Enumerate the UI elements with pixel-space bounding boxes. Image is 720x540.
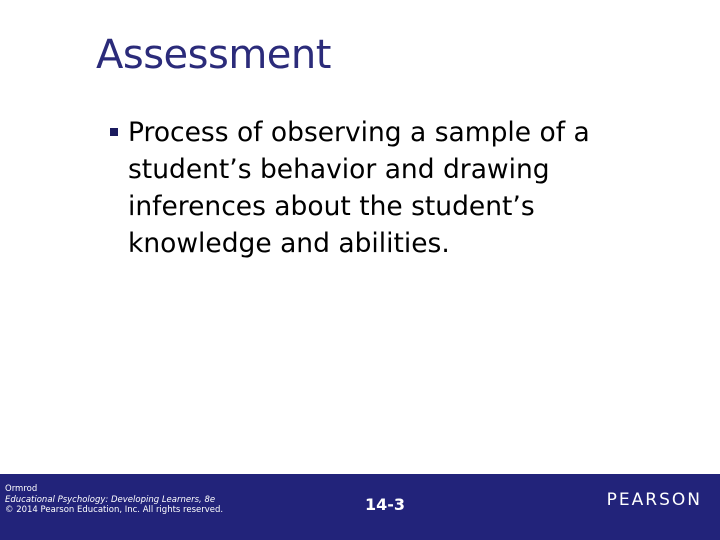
footer-credit — [5, 484, 223, 516]
pearson-logo: PEARSON — [606, 490, 702, 510]
bullet-list — [110, 114, 650, 262]
credit-author: Ormrod — [5, 484, 38, 494]
credit-copyright: © 2014 Pearson Education, Inc. All rights reserved. — [5, 505, 224, 515]
slide-title: Assessment — [96, 32, 331, 78]
square-bullet-icon — [110, 128, 118, 136]
credit-book-title: Educational Psychology: Developing Learners, 8e — [5, 494, 216, 505]
bullet-item — [110, 114, 650, 262]
page-number: 14-3 — [364, 495, 406, 514]
bullet-text: Process of observing a sample of a student’s behavior and drawing inferences about the student’s knowledge and abilities. — [128, 117, 590, 259]
footer-bar — [0, 474, 720, 540]
